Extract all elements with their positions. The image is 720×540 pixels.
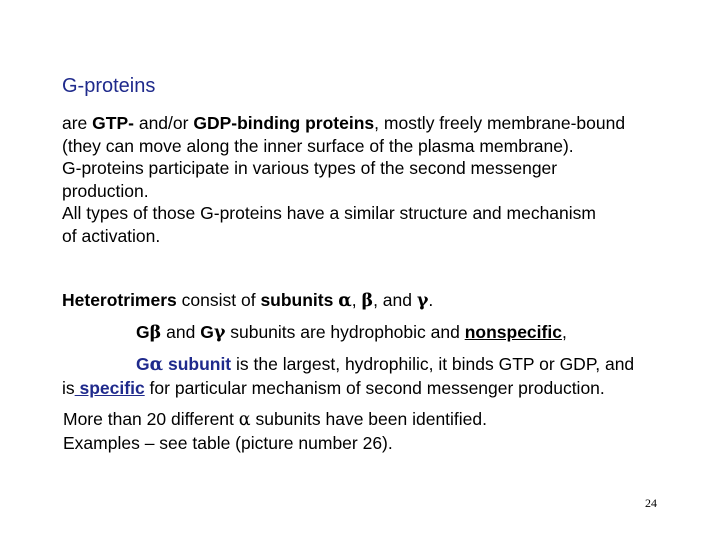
alpha-symbol: α: [149, 355, 164, 375]
intro-line-6: of activation.: [62, 225, 161, 246]
text-membrane-bound: , mostly freely membrane-bound: [374, 113, 626, 133]
text-comma: ,: [561, 322, 567, 342]
galpha-line-2: [62, 377, 634, 400]
text-and: , and: [373, 290, 417, 310]
text-gtp: GTP-: [92, 113, 134, 133]
text-largest-hydrophilic: is the largest, hydrophilic, it binds GTP or GDP, and: [231, 354, 635, 374]
alpha-symbol: α: [338, 291, 352, 311]
gamma-symbol: γ: [213, 323, 226, 343]
intro-line-3: G-proteins participate in various types of the second messenger: [62, 158, 558, 179]
gamma-symbol: γ: [416, 291, 429, 311]
alpha-symbol: α: [238, 410, 251, 430]
text-specific: specific: [74, 377, 145, 398]
beta-symbol: β: [149, 323, 162, 343]
text-subunits: subunits: [260, 290, 334, 310]
intro-line-2: (they can move along the inner surface of the plasma membrane).: [62, 135, 574, 156]
text-hydrophobic: subunits are hydrophobic and: [225, 322, 465, 342]
intro-line-4: production.: [62, 180, 149, 201]
galpha-line-1: [62, 353, 634, 377]
text-period: .: [428, 290, 434, 310]
text-comma: ,: [351, 290, 362, 310]
page-number: 24: [645, 496, 657, 510]
intro-line-1: [62, 112, 625, 135]
text-and-or: and/or: [133, 113, 194, 133]
intro-line-5: All types of those G-proteins have a similar structure and mechanism: [62, 203, 596, 224]
text-heterotrimers: Heterotrimers: [62, 290, 177, 310]
intro-paragraph: [62, 112, 625, 248]
text-g-alpha-g: G: [136, 354, 150, 374]
heterotrimers-line: [62, 290, 433, 311]
galpha-paragraph: [62, 353, 634, 399]
text-is: is: [62, 377, 75, 398]
text-nonspecific: nonspecific: [464, 322, 562, 342]
beta-symbol: β: [361, 291, 374, 311]
text-subunit: subunit: [163, 354, 232, 374]
gbeta-ggamma-line: [136, 322, 567, 343]
text-identified: subunits have been identified.: [250, 409, 488, 429]
examples-line-2: Examples – see table (picture number 26).: [63, 432, 393, 453]
slide-title: G-proteins: [62, 75, 156, 97]
text-g-gamma-g: G: [200, 322, 214, 342]
text-more-than-20: More than 20 different: [63, 409, 239, 429]
text-and: and: [161, 322, 201, 342]
text-are: are: [62, 113, 93, 133]
text-consist-of: consist of: [176, 290, 261, 310]
examples-paragraph: [63, 408, 487, 454]
text-g-beta-g: G: [136, 322, 150, 342]
text-particular-mechanism: for particular mechanism of second messenger production.: [144, 377, 605, 398]
text-gdp-binding-proteins: GDP-binding proteins: [193, 113, 375, 133]
examples-line-1: [63, 408, 487, 432]
